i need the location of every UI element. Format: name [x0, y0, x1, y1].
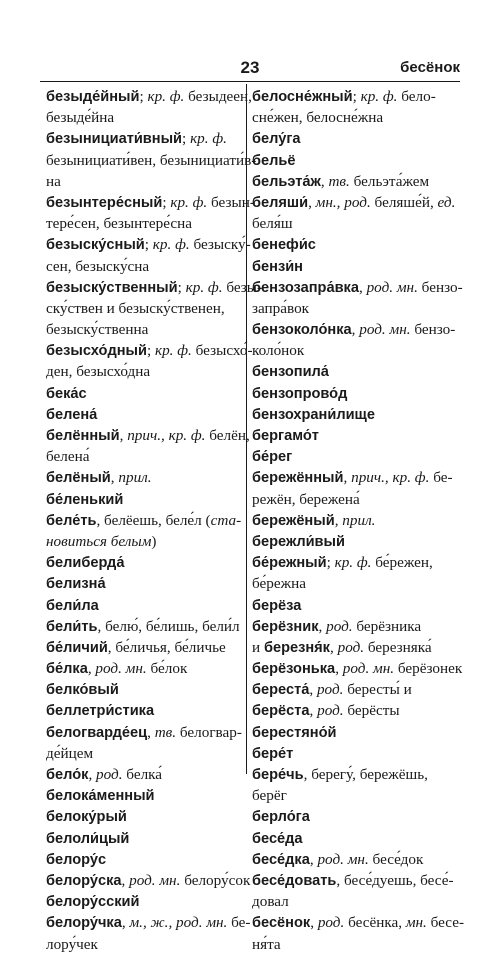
entry-text: , [147, 723, 155, 741]
entry-line [46, 891, 242, 912]
entry-text: , бесе́дуешь, бесе́- [336, 871, 454, 889]
entry-text: , [330, 638, 338, 656]
headword: бере́т [252, 745, 294, 762]
entry-text: беляше́й, [370, 193, 438, 211]
entry-text: бе- [429, 469, 453, 487]
entry-line [252, 404, 450, 425]
entry-text: на [46, 172, 61, 190]
headword: бе́лка [46, 661, 88, 678]
entry-line [252, 234, 450, 255]
page-number: 23 [240, 58, 260, 77]
headword: бензопила́ [252, 364, 329, 381]
entry-text: , белёешь, беле́л ( [96, 511, 211, 529]
entry-text: , [335, 660, 343, 678]
entry-line [252, 383, 450, 404]
entry-text: бе́режна [252, 575, 306, 593]
entry-text: , [309, 681, 317, 699]
entry-line [46, 743, 242, 764]
grammar-label: тв. [328, 172, 350, 190]
headword: безынициати́вный [46, 131, 183, 148]
headword: бе́рег [252, 449, 293, 466]
entry-text: сне́жен, белосне́жна [252, 109, 384, 127]
entry-text: , [110, 469, 119, 487]
entry-line [46, 616, 242, 637]
entry-text: безы- [222, 278, 263, 296]
entry-text: , [318, 617, 327, 635]
entry-line [252, 595, 450, 616]
entry-text: , [310, 914, 318, 932]
entry-line [46, 764, 242, 785]
headword: бережённый [252, 470, 344, 487]
entry-text: лору́чек [46, 935, 98, 953]
entry-text: белору́сок [180, 871, 251, 889]
entry-text: белогвар- [176, 723, 242, 741]
entry-text: безын- [207, 193, 255, 211]
entry-line [46, 785, 242, 806]
page-header [40, 58, 460, 80]
grammar-label: род. мн. [342, 660, 395, 678]
entry-line [46, 256, 242, 277]
entry-line [252, 912, 465, 933]
entry-line [252, 150, 450, 171]
entry-text: , бе́личья, бе́личье [107, 638, 226, 656]
entry-text: бельэта́жем [349, 172, 430, 190]
headword: безысхо́дный [46, 343, 147, 360]
entry-text: безысхо́- [191, 342, 253, 360]
entry-text: ) [151, 532, 157, 550]
headword: березня́к [263, 639, 330, 656]
entry-line [252, 510, 450, 531]
entry-line [46, 934, 242, 955]
entry-text: ден, безысхо́дна [46, 363, 151, 381]
headword: бе́режный [252, 555, 327, 572]
grammar-label: кр. ф. [185, 278, 223, 296]
entry-line [252, 552, 450, 573]
column-divider [246, 84, 247, 774]
headword: безынтере́сный [46, 194, 163, 211]
entry-line [252, 722, 450, 743]
entry-line [252, 86, 450, 107]
entry-line [252, 319, 456, 340]
entry-line [46, 679, 242, 700]
headword: беллетри́стика [46, 703, 155, 720]
headword: бензи́н [252, 258, 303, 275]
entry-line [252, 806, 450, 827]
entry-line [46, 361, 242, 382]
entry-text: ; [326, 554, 335, 572]
headword: белосне́жный [252, 89, 353, 105]
grammar-label: кр. ф. [147, 88, 185, 105]
entry-text: и [252, 638, 264, 656]
headword: берёзник [252, 618, 319, 635]
grammar-label: кр. ф. [170, 193, 208, 211]
entry-line [46, 552, 242, 573]
grammar-label: ста- [210, 511, 242, 529]
grammar-label: ед. [437, 193, 456, 211]
entry-text: сен, безыску́сна [46, 257, 150, 275]
entry-line [252, 298, 450, 319]
entry-text: безыску́- [189, 236, 251, 254]
entry-line [46, 298, 242, 319]
grammar-label: род. [326, 617, 353, 635]
entry-text: , берегу́, бережёшь, [303, 766, 428, 783]
entry-line [252, 700, 450, 721]
entry-line [252, 192, 456, 213]
headword: безыде́йный [46, 89, 140, 105]
entry-text: , [308, 193, 316, 211]
headword: бесе́довать [252, 872, 337, 889]
headword: берло́га [252, 809, 310, 826]
entry-text: режён, бережена́ [252, 490, 360, 508]
entry-line [46, 171, 242, 192]
entry-text: , [121, 871, 130, 889]
entry-text: , [119, 427, 128, 444]
entry-text: , [343, 469, 352, 487]
entry-text: бересты́ и [343, 681, 412, 699]
entry-text: , [358, 278, 367, 296]
entry-text: ; [144, 236, 153, 254]
entry-line [46, 319, 242, 340]
entry-text: бе́лок [146, 660, 188, 678]
entry-text: бе́режен, [371, 554, 433, 572]
entry-line [46, 531, 242, 552]
grammar-label: род. мн. [129, 871, 181, 889]
grammar-label: прил. [342, 511, 376, 529]
grammar-label: кр. ф. [152, 236, 190, 254]
headword: бережёный [252, 512, 335, 529]
entry-line [46, 828, 242, 849]
grammar-label: прил. [118, 469, 152, 487]
entry-text: бесе- [426, 914, 465, 932]
headword: бе́личий [46, 639, 108, 656]
entry-text: ; [352, 88, 361, 105]
entry-text: безыде́йна [46, 109, 115, 127]
entry-line [252, 446, 450, 467]
grammar-label: род. мн. [366, 278, 418, 296]
entry-text: ; [162, 193, 171, 211]
entry-text: бензо- [410, 321, 456, 339]
headword: белоли́цый [46, 830, 130, 847]
entry-line [46, 510, 242, 531]
entry-text: , [309, 702, 318, 720]
entry-line [46, 573, 242, 594]
header-rule [40, 81, 460, 82]
headword: белённый [46, 428, 120, 444]
entry-text: берёзонек [394, 660, 463, 678]
headword: белиберда́ [46, 555, 125, 572]
entry-text: бе- [227, 914, 251, 932]
entry-line [252, 425, 450, 446]
entry-text: берёзника [352, 617, 422, 635]
entry-line [46, 383, 242, 404]
entry-line [46, 658, 242, 679]
headword: бели́ла [46, 597, 99, 614]
headword: берестяно́й [252, 724, 337, 741]
headword: белору́ска [46, 872, 122, 889]
entry-text: белён, [205, 427, 250, 444]
headword: беляши́ [252, 194, 309, 211]
entry-text: бесёнка, [344, 914, 406, 932]
entry-text: ; [139, 88, 148, 105]
entry-text: , [334, 511, 343, 529]
entry-text: безыдеен, [184, 88, 252, 105]
grammar-label: род. мн. [95, 660, 147, 678]
entry-line [252, 637, 450, 658]
entry-line [252, 489, 450, 510]
entry-line [46, 425, 250, 446]
entry-line [252, 934, 450, 955]
entry-line [252, 679, 450, 700]
headword: бензозапра́вка [252, 279, 359, 296]
entry-line [46, 234, 251, 255]
entry-line [46, 467, 242, 488]
grammar-label: мн., род. [315, 193, 371, 211]
headword: белогварде́ец [46, 724, 148, 741]
entry-line [252, 891, 450, 912]
entry-line [252, 658, 463, 679]
headword: берёзонька [252, 661, 336, 678]
entry-text: , белю́, бе́лишь, бели́л [97, 617, 240, 635]
entry-line [252, 128, 450, 149]
entry-line [252, 573, 450, 594]
headword: берёза [252, 597, 302, 614]
grammar-label: кр. ф. [334, 554, 372, 572]
entry-text: ; [146, 342, 155, 360]
headword: бека́с [46, 385, 87, 402]
headword: берёста [252, 703, 310, 720]
entry-line [46, 595, 242, 616]
entry-line [46, 489, 242, 510]
headword: бенефи́с [252, 237, 316, 254]
headword: беле́ть [46, 512, 97, 529]
entry-text: берёг [252, 787, 287, 805]
entry-text: , [320, 172, 329, 190]
entry-text: , [88, 766, 97, 783]
entry-line [252, 870, 454, 891]
grammar-label: кр. ф. [360, 88, 398, 105]
entry-line [46, 849, 242, 870]
entry-text: де́йцем [46, 744, 94, 762]
entry-text: ; [177, 278, 186, 296]
headword: безыску́ственный [46, 279, 178, 296]
headword: белору́чка [46, 915, 122, 932]
entry-line [252, 340, 450, 361]
entry-text: запра́вок [252, 299, 310, 317]
entry-line [46, 637, 242, 658]
entry-text: ; [182, 130, 191, 148]
headword: бесёнок [252, 915, 311, 932]
entry-line [46, 340, 253, 361]
grammar-label: кр. ф. [190, 130, 227, 148]
entry-line [46, 912, 251, 933]
entry-text: бесе́док [368, 850, 424, 868]
entry-line [46, 806, 242, 827]
entry-line [46, 213, 242, 234]
headword: бели́ть [46, 618, 98, 635]
entry-text: белена́ [46, 448, 90, 466]
grammar-label: тв. [154, 723, 177, 741]
grammar-label: кр. ф. [154, 342, 192, 360]
headword: белору́сский [46, 894, 140, 911]
entry-line [252, 849, 450, 870]
headword: береста́ [252, 682, 310, 699]
entry-text: , [309, 850, 318, 868]
entry-line [46, 128, 242, 149]
entry-line [252, 828, 450, 849]
grammar-label: прич., кр. ф. [351, 469, 430, 487]
entry-line [252, 764, 450, 785]
entry-line [46, 446, 242, 467]
right-column [252, 86, 465, 955]
grammar-label: род. [317, 914, 345, 932]
grammar-label: род. [316, 681, 344, 699]
headword: безыску́сный [46, 237, 145, 254]
grammar-label: новиться белым [46, 532, 152, 550]
entry-line [46, 86, 252, 107]
entry-text: берёсты [343, 702, 400, 720]
entry-line [46, 192, 255, 213]
entry-text: , [87, 660, 96, 678]
grammar-label: род. [317, 702, 344, 720]
grammar-label: прич., кр. ф. [127, 427, 206, 444]
entry-line [46, 277, 263, 298]
grammar-label: род. мн. [317, 850, 369, 868]
entry-line [252, 277, 463, 298]
entry-line [46, 150, 257, 171]
entry-line [252, 785, 450, 806]
headword: белена́ [46, 406, 98, 423]
grammar-label: род. мн. [359, 321, 411, 339]
headword: бесе́дка [252, 851, 310, 868]
entry-text: бензо- [417, 278, 463, 296]
headword: белору́с [46, 851, 107, 868]
entry-text: березняка́ [364, 638, 432, 656]
entry-line [46, 722, 242, 743]
grammar-label: род. [337, 638, 365, 656]
entry-line [252, 361, 450, 382]
headword: бельё [252, 152, 296, 169]
entry-line [46, 870, 251, 891]
running-head: бесёнок [400, 59, 460, 76]
entry-text: тере́сен, безынтере́сна [46, 215, 192, 233]
entry-text: бело- [397, 88, 436, 105]
headword: бергамо́т [252, 428, 319, 444]
grammar-label: м., ж., род. мн. [129, 914, 228, 932]
entry-line [252, 467, 453, 488]
headword: бензоколо́нка [252, 322, 352, 339]
headword: бере́чь [252, 767, 304, 783]
entry-text: ня́та [252, 935, 281, 953]
headword: белу́га [252, 131, 301, 148]
entry-text: белка́ [122, 766, 163, 783]
entry-text: ску́ствен и безыску́ственен, [46, 299, 225, 317]
entry-line [46, 700, 242, 721]
entry-text: беля́ш [252, 215, 293, 233]
headword: бело́к [46, 767, 89, 783]
entry-text: безынициати́вен, безынициати́в- [46, 151, 257, 169]
entry-line [252, 531, 450, 552]
entry-text: довал [252, 893, 289, 911]
headword: бензопрово́д [252, 385, 348, 402]
entry-line [46, 404, 242, 425]
headword: бельэта́ж [252, 173, 321, 190]
headword: бензохрани́лище [252, 406, 375, 423]
entry-text: коло́нок [252, 342, 305, 360]
headword: белока́менный [46, 788, 155, 805]
headword: белоку́рый [46, 809, 127, 826]
entry-line [252, 171, 450, 192]
entry-text: безыску́ственна [46, 321, 149, 339]
entry-line [46, 107, 242, 128]
headword: белёный [46, 470, 111, 487]
entry-text: , [351, 321, 360, 339]
headword: бесе́да [252, 830, 303, 847]
entry-line [252, 616, 450, 637]
grammar-label: мн. [405, 914, 427, 932]
entry-line [252, 213, 450, 234]
left-column [46, 86, 263, 955]
entry-line [252, 256, 450, 277]
headword: белко́вый [46, 682, 119, 699]
grammar-label: род. [96, 766, 123, 783]
entry-text: , [121, 914, 130, 932]
entry-line [252, 743, 450, 764]
entry-line [252, 107, 450, 128]
headword: белизна́ [46, 576, 106, 593]
headword: бе́ленький [46, 491, 124, 508]
headword: бережли́вый [252, 533, 345, 550]
